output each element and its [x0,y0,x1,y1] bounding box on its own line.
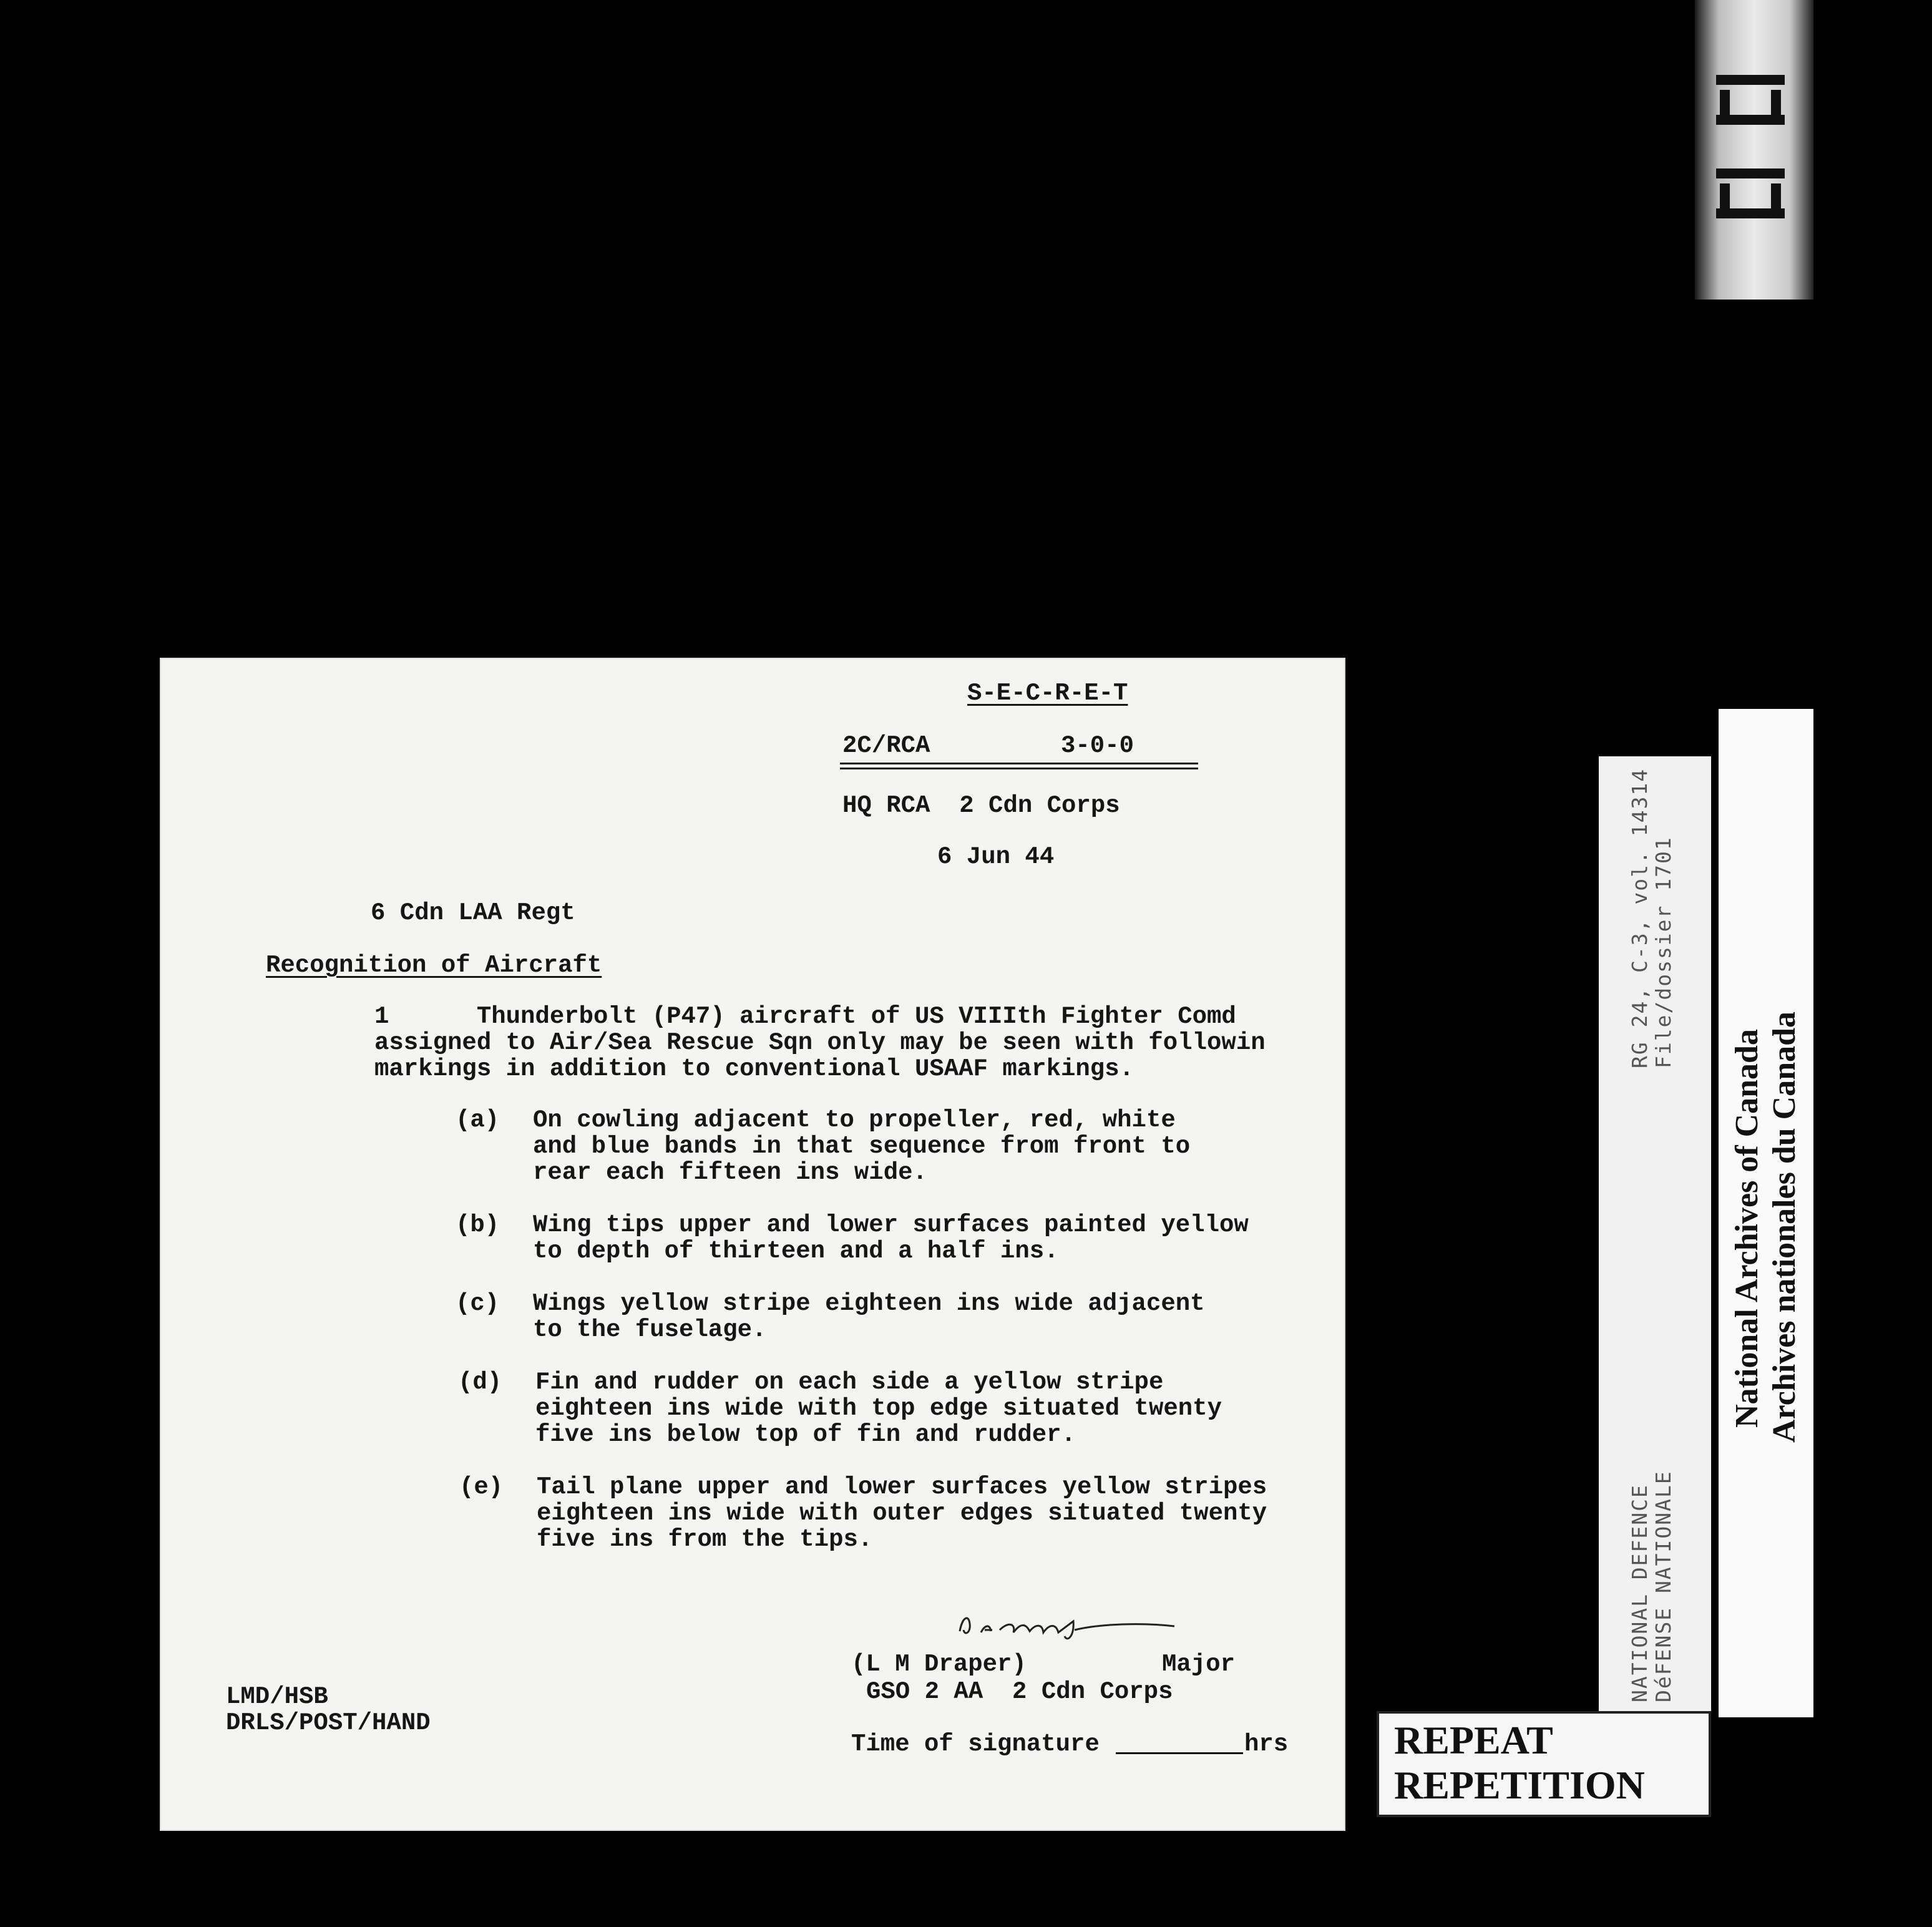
item-a-line-3: rear each fifteen ins wide. [533,1159,927,1186]
originator: HQ RCA 2 Cdn Corps [842,792,1120,819]
item-c-label: (c) [456,1290,500,1317]
time-of-signature-label: Time of signature [851,1730,1100,1758]
item-e-line-3: five ins from the tips. [537,1526,873,1553]
file-reference-right: 3-0-0 [1061,732,1134,759]
para-1-line-1: 1 Thunderbolt (P47) aircraft of US VIIIth Fighter Comd [374,1003,1236,1030]
para-1-line-2: assigned to Air/Sea Rescue Sqn only may be seen with followin [374,1029,1266,1056]
archive-reference-strip [1599,756,1711,1711]
memo-date: 6 Jun 44 [937,843,1055,871]
reference-initials: LMD/HSB [226,1683,328,1710]
item-b-line-2: to depth of thirteen and a half ins. [533,1237,1059,1265]
archives-name-fr: Archives nationales du Canada [1767,1011,1802,1443]
item-a-label: (a) [456,1106,500,1134]
department-name-en: NATIONAL DEFENCE [1627,1484,1652,1702]
item-b-line-1: Wing tips upper and lower surfaces painted yellow [533,1211,1249,1239]
item-d-label: (d) [458,1368,502,1396]
reference-rule-2 [840,768,1198,769]
archive-file-reference: File/dossier 1701 [1651,836,1676,1068]
reference-rule-1 [840,763,1198,764]
item-d-line-1: Fin and rudder on each side a yellow stripe [535,1368,1164,1396]
subject-heading: Recognition of Aircraft [266,952,602,979]
time-of-signature-blank [1116,1752,1243,1754]
item-e-line-2: eighteen ins wide with outer edges situated twenty [537,1500,1267,1527]
signatory-appointment: GSO 2 AA 2 Cdn Corps [866,1678,1173,1705]
film-frame-marker [1695,0,1813,300]
signatory-name: (L M Draper) [851,1651,1027,1678]
item-d-line-3: five ins below top of fin and rudder. [535,1421,1076,1448]
frame-mark-upper [1716,75,1785,125]
frame-mark-lower [1716,168,1785,218]
item-b-label: (b) [456,1211,500,1239]
item-a-line-1: On cowling adjacent to propeller, red, white [533,1106,1176,1134]
repeat-label-en: REPEAT [1394,1718,1553,1762]
repeat-label [1377,1711,1711,1817]
item-a-line-2: and blue bands in that sequence from front to [533,1133,1191,1160]
classification-marking: S-E-C-R-E-T [967,680,1128,707]
addressee: 6 Cdn LAA Regt [371,899,575,927]
department-name-fr: DéFENSE NATIONALE [1651,1470,1676,1702]
item-c-line-2: to the fuselage. [533,1316,767,1344]
national-archives-strip [1719,709,1813,1717]
delivery-method: DRLS/POST/HAND [226,1709,431,1737]
file-reference-left: 2C/RCA [842,732,930,759]
item-d-line-2: eighteen ins wide with top edge situated twenty [535,1395,1222,1422]
time-of-signature-unit: hrs [1244,1730,1289,1758]
para-1-line-3: markings in addition to conventional USAAF markings. [374,1055,1134,1083]
repeat-label-fr: REPETITION [1394,1763,1645,1807]
archive-rg-reference: RG 24, C-3, vol. 14314 [1627,768,1652,1068]
item-e-label: (e) [459,1473,504,1501]
item-c-line-1: Wings yellow stripe eighteen ins wide adjacent [533,1290,1205,1317]
item-e-line-1: Tail plane upper and lower surfaces yellow stripes [537,1473,1267,1501]
handwritten-signature [956,1605,1181,1649]
memo-sheet [161,659,1344,1830]
signatory-rank: Major [1162,1651,1236,1678]
archives-name-en: National Archives of Canada [1729,1029,1765,1428]
